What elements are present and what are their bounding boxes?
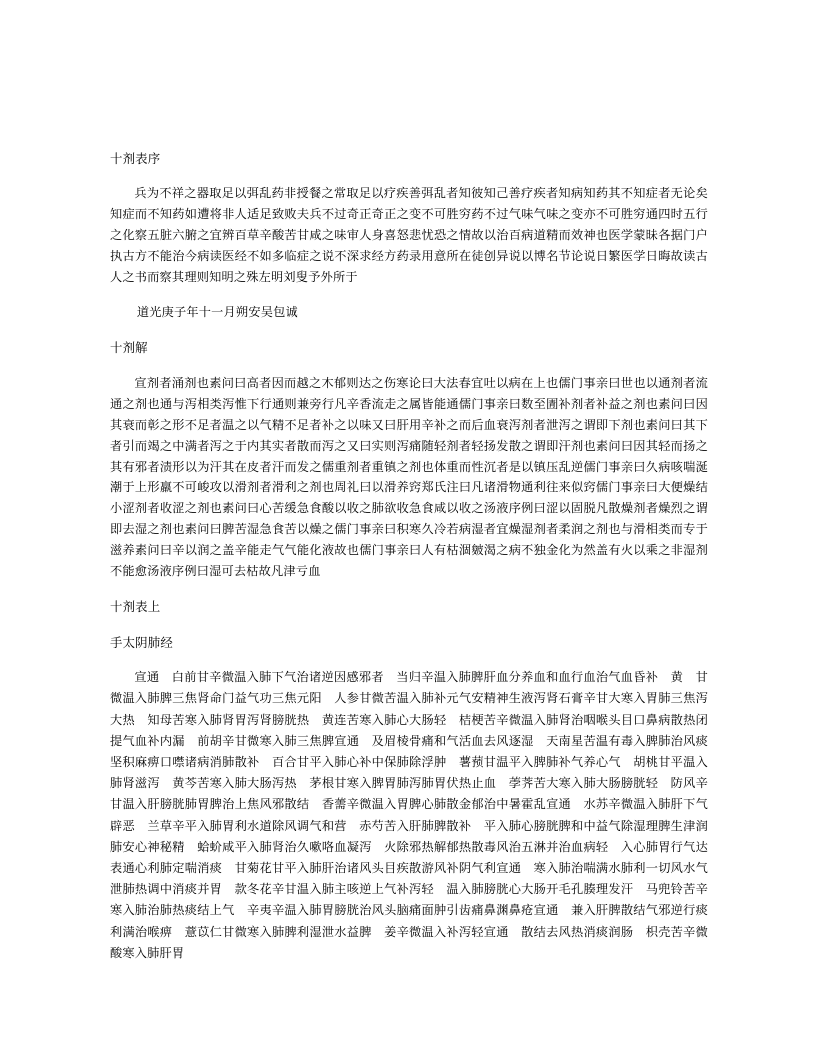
section-title-shijibiaoxu: 十剂表序 xyxy=(110,151,161,166)
preface-paragraph: 兵为不祥之器取足以弭乱药非授餐之常取足以疗疾善弭乱者知彼知己善疗疾者知病知药其不知症者无论矣知症而不知药如遭将非人适足致败夫兵不过奇正奇正之变不可胜穷药不过气味气味之变亦不可胜穷通四时五行之化察五脏六腑之宜辨百草辛酸苦甘咸之味审人身喜怒悲忧恐之情故以治百病道精而效神也医学蒙昧各据门户执古方不能治今病读医经不如多临症之说不深求经方药录用意所在徒创异说以博名节论说日繁医学日晦故读古人之书而察其理则知明之殊左明刘叟予外所于 xyxy=(110,186,708,285)
signature-line: 道光庚子年十一月朔安吴包诚 xyxy=(136,305,298,320)
section-title-shijibiaoshang: 十剂表上 xyxy=(110,599,161,615)
document-body xyxy=(110,148,708,964)
section-title-shijijie: 十剂解 xyxy=(110,340,148,356)
subsection-title-shoutaiyinfeijing: 手太阴肺经 xyxy=(110,634,173,650)
herb-list-paragraph: 宣通 白前甘辛微温入肺下气治诸逆因感邪者 当归辛温入肺脾肝血分养血和血行血治气血昏补 黄 甘微温入肺脾三焦肾命门益气功三焦元阳 人参甘微苦温入肺补元气安精神生液泻肾石膏辛甘大寒入胃肺三焦泻大热 知母苦寒入肺肾胃泻肾膀胱热 黄连苦寒入肺心大肠轻 桔梗苦辛微温入肺肾治咽喉头目口鼻病散热闭提气血补内漏 前胡辛甘微寒入肺三焦脾宣通 及眉棱骨痛和气活血去风逐湿 天南星苦温有毒入脾肺治风痰坚积麻痹口噤诸病消肺散补 百合甘平入肺心补中保肺除浮肿 薯蓣甘温平入脾肺补气养心气 胡桃甘平温入肺肾滋泻 黄芩苦寒入肺大肠泻热 茅根甘寒入脾胃肺泻肺胃伏热止血 荸荠苦大寒入肺大肠膀胱轻 防风辛甘温入肝膀胱肺胃脾治上焦风邪散结 香薷辛微温入胃脾心肺散金郁治中暑霍乱宣通 水苏辛微温入肺肝下气辟恶 兰草辛平入肺胃利水道除风调气和营 赤芍苦入肝肺脾散补 平入肺心膀胱脾和中益气除湿理脾生津润肺安心神秘精 蛤蚧咸平入肺肾治久嗽咯血凝泻 火除邪热解郁热散毒风治五淋并治血病轻 入心肺胃行气达表通心利肺定喘消痰 甘菊花甘平入肺肝治诸风头目疾散游风补阴气利宣通 寒入肺治喘满水肺利一切风水气泄肺热调中消痰并胃 款冬花辛甘温入肺主咳逆上气补泻轻 温入肺膀胱心大肠开毛孔腠理发汗 马兜铃苦辛寒入肺治肺热痰结上气 辛夷辛温入肺胃膀胱治风头脑痛面肿引齿痛鼻渊鼻疮宣通 兼入肝脾散结气邪逆行痰利满治喉痹 薏苡仁甘微寒入肺脾利湿泄水益脾 姜辛微温入补泻轻宣通 散结去风热消痰润肠 枳壳苦辛微酸寒入肺肝胃 xyxy=(110,670,708,960)
explanation-paragraph: 宣剂者涌剂也素问曰高者因而越之木郁则达之伤寒论曰大法春宜吐以病在上也儒门事亲曰世也以通剂者流通之剂也通与泻相类泻惟下行通则兼旁行凡辛香流走之属皆能通儒门事亲曰数至圊补剂者补益之剂也素问曰因其衰而彰之形不足者温之以气精不足者补之以味又曰肝用辛补之而后血衰泻剂者泄泻之谓即下剂也素问曰其下者引而竭之中满者泻之于内其实者散而泻之又曰实则泻痛随轻剂者轻扬发散之谓即汗剂也素问曰因其轻而扬之其有邪者渍形以为汗其在皮者汗而发之儒重剂者重镇之剂也体重而性沉者是以镇压乱逆儒门事亲曰久病咳喘涎潮于上形羸不可峻攻以滑剂者滑利之剂也周礼曰以滑养窍郑氏注曰凡诸滑物通利往来似窍儒门事亲曰大便燥结小涩剂者收涩之剂也素问曰心苦缓急食酸以收之肺欲收急食咸以收之汤液序例曰涩以固脱凡散燥剂者燥烈之谓即去湿之剂也素问曰脾苦湿急食苦以燥之儒门事亲曰积寒久冷若病湿者宜燥湿剂者柔润之剂也与滑相类而专于滋养素问曰辛以润之盖辛能走气气能化液故也儒门事亲曰人有枯涸皴渴之病不独金化为然盖有火以乘之非湿剂不能愈汤液序例曰湿可去枯故凡津亏血 xyxy=(110,375,708,579)
